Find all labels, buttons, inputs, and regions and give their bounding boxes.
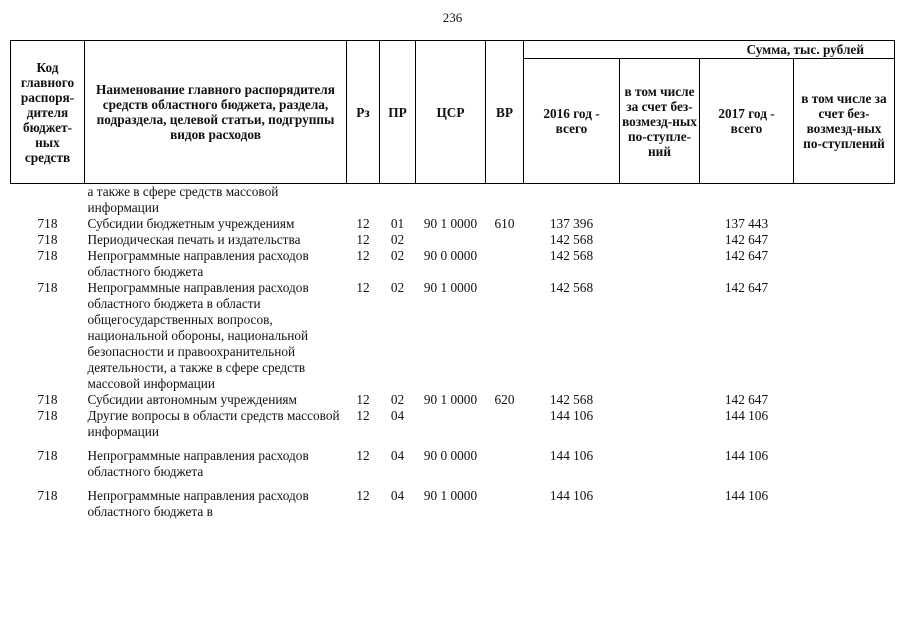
header-2017-total: 2017 год - всего	[700, 59, 794, 184]
cell-s2017: 142 647	[724, 232, 769, 247]
cell-f2017	[794, 392, 895, 408]
cell-f2016	[620, 232, 700, 248]
cell-f2016	[620, 184, 700, 217]
cell-kod	[11, 184, 85, 217]
cell-rz: 12	[356, 232, 370, 247]
header-2016-total: 2016 год - всего	[524, 59, 620, 184]
cell-name: Непрограммные направления расходов областного бюджета	[87, 448, 309, 479]
cell-pr: 02	[390, 232, 405, 247]
cell-rz: 12	[356, 248, 370, 263]
cell-pr: 02	[390, 280, 405, 295]
table-row	[11, 280, 895, 392]
cell-s2016: 142 568	[549, 232, 594, 247]
cell-s2016: 144 106	[549, 448, 594, 463]
cell-s2017	[700, 184, 794, 217]
header-sum-group: Сумма, тыс. рублей	[524, 41, 895, 59]
cell-s2016: 142 568	[549, 280, 594, 295]
cell-s2016: 144 106	[549, 488, 594, 503]
table-row	[11, 408, 895, 440]
cell-vr	[486, 280, 524, 392]
cell-f2016	[620, 480, 700, 520]
cell-f2017	[794, 232, 895, 248]
cell-s2017: 142 647	[724, 280, 769, 295]
cell-vr	[486, 480, 524, 520]
table-row	[11, 232, 895, 248]
cell-s2017: 144 106	[724, 488, 769, 503]
cell-name: Субсидии бюджетным учреждениям	[87, 216, 295, 231]
cell-f2017	[794, 248, 895, 280]
cell-rz	[347, 184, 380, 217]
cell-kod: 718	[37, 392, 58, 407]
header-vr: ВР	[486, 41, 524, 184]
header-name: Наименование главного распорядителя средств областного бюджета, раздела, подраздела, целевой статьи, подгруппы видов расходов	[85, 41, 347, 184]
cell-pr: 02	[390, 392, 405, 407]
cell-kod: 718	[37, 448, 58, 463]
cell-kod: 718	[37, 232, 58, 247]
header-2016-free: в том числе за счет без-возмезд-ных по-ступле-ний	[620, 59, 700, 184]
cell-name: Непрограммные направления расходов областного бюджета	[87, 248, 309, 279]
header-rz: Рз	[347, 41, 380, 184]
cell-csr	[416, 232, 486, 248]
cell-s2017: 142 647	[724, 248, 769, 263]
table-body	[11, 184, 895, 521]
header-csr: ЦСР	[416, 41, 486, 184]
cell-f2016	[620, 248, 700, 280]
cell-s2016: 144 106	[549, 408, 594, 423]
cell-csr: 90 1 0000	[423, 216, 478, 231]
cell-f2016	[620, 216, 700, 232]
cell-f2016	[620, 280, 700, 392]
cell-csr: 90 1 0000	[423, 488, 478, 503]
cell-s2016	[524, 184, 620, 217]
header-kod: Код главного распоря-дителя бюджет-ных средств	[11, 41, 85, 184]
budget-table	[10, 40, 895, 520]
table-row	[11, 184, 895, 217]
page-number: 236	[442, 10, 463, 25]
cell-s2017: 144 106	[724, 448, 769, 463]
cell-csr: 90 0 0000	[423, 248, 478, 263]
cell-rz: 12	[356, 448, 370, 463]
cell-f2017	[794, 184, 895, 217]
cell-csr: 90 1 0000	[423, 392, 478, 407]
cell-s2016: 137 396	[549, 216, 594, 231]
cell-csr: 90 0 0000	[423, 448, 478, 463]
cell-f2017	[794, 280, 895, 392]
cell-name: Непрограммные направления расходов областного бюджета в	[87, 488, 309, 519]
cell-vr: 610	[494, 216, 515, 231]
cell-s2017: 142 647	[724, 392, 769, 407]
cell-vr	[486, 440, 524, 480]
header-2017-free: в том числе за счет без-возмезд-ных по-ступлений	[794, 59, 895, 184]
cell-name: Субсидии автономным учреждениям	[87, 392, 297, 407]
cell-f2017	[794, 216, 895, 232]
cell-s2016: 142 568	[549, 248, 594, 263]
cell-pr: 04	[390, 408, 405, 423]
cell-vr	[486, 248, 524, 280]
cell-f2016	[620, 392, 700, 408]
cell-csr	[416, 184, 486, 217]
header-row-1	[11, 41, 895, 59]
cell-s2017: 144 106	[724, 408, 769, 423]
cell-rz: 12	[356, 392, 370, 407]
cell-rz: 12	[356, 488, 370, 503]
cell-f2016	[620, 408, 700, 440]
cell-rz: 12	[356, 216, 370, 231]
cell-f2016	[620, 440, 700, 480]
cell-name: Другие вопросы в области средств массовой информации	[87, 408, 340, 439]
cell-pr: 04	[390, 448, 405, 463]
cell-s2016: 142 568	[549, 392, 594, 407]
table-row	[11, 480, 895, 520]
cell-csr: 90 1 0000	[423, 280, 478, 295]
cell-kod: 718	[37, 216, 58, 231]
cell-pr: 02	[390, 248, 405, 263]
table-row	[11, 216, 895, 232]
cell-kod: 718	[37, 248, 58, 263]
cell-pr: 04	[390, 488, 405, 503]
cell-pr	[380, 184, 416, 217]
cell-vr: 620	[494, 392, 515, 407]
cell-vr	[486, 232, 524, 248]
cell-f2017	[794, 480, 895, 520]
cell-pr: 01	[390, 216, 405, 231]
cell-vr	[486, 408, 524, 440]
table-row	[11, 440, 895, 480]
cell-kod: 718	[37, 408, 58, 423]
cell-kod: 718	[37, 488, 58, 503]
cell-rz: 12	[356, 408, 370, 423]
table-row	[11, 392, 895, 408]
cell-s2017: 137 443	[724, 216, 769, 231]
cell-f2017	[794, 440, 895, 480]
cell-name: Периодическая печать и издательства	[87, 232, 301, 247]
cell-name: а также в сфере средств массовой информации	[87, 184, 279, 215]
cell-kod: 718	[37, 280, 58, 295]
cell-f2017	[794, 408, 895, 440]
table-row	[11, 248, 895, 280]
cell-csr	[416, 408, 486, 440]
cell-name: Непрограммные направления расходов областного бюджета в области общегосударственных вопросов, национальной обороны, национальной безопасности и правоохранительной деятельности, а также в сфере средств массовой информации	[87, 280, 309, 391]
cell-rz: 12	[356, 280, 370, 295]
cell-vr	[486, 184, 524, 217]
header-pr: ПР	[380, 41, 416, 184]
